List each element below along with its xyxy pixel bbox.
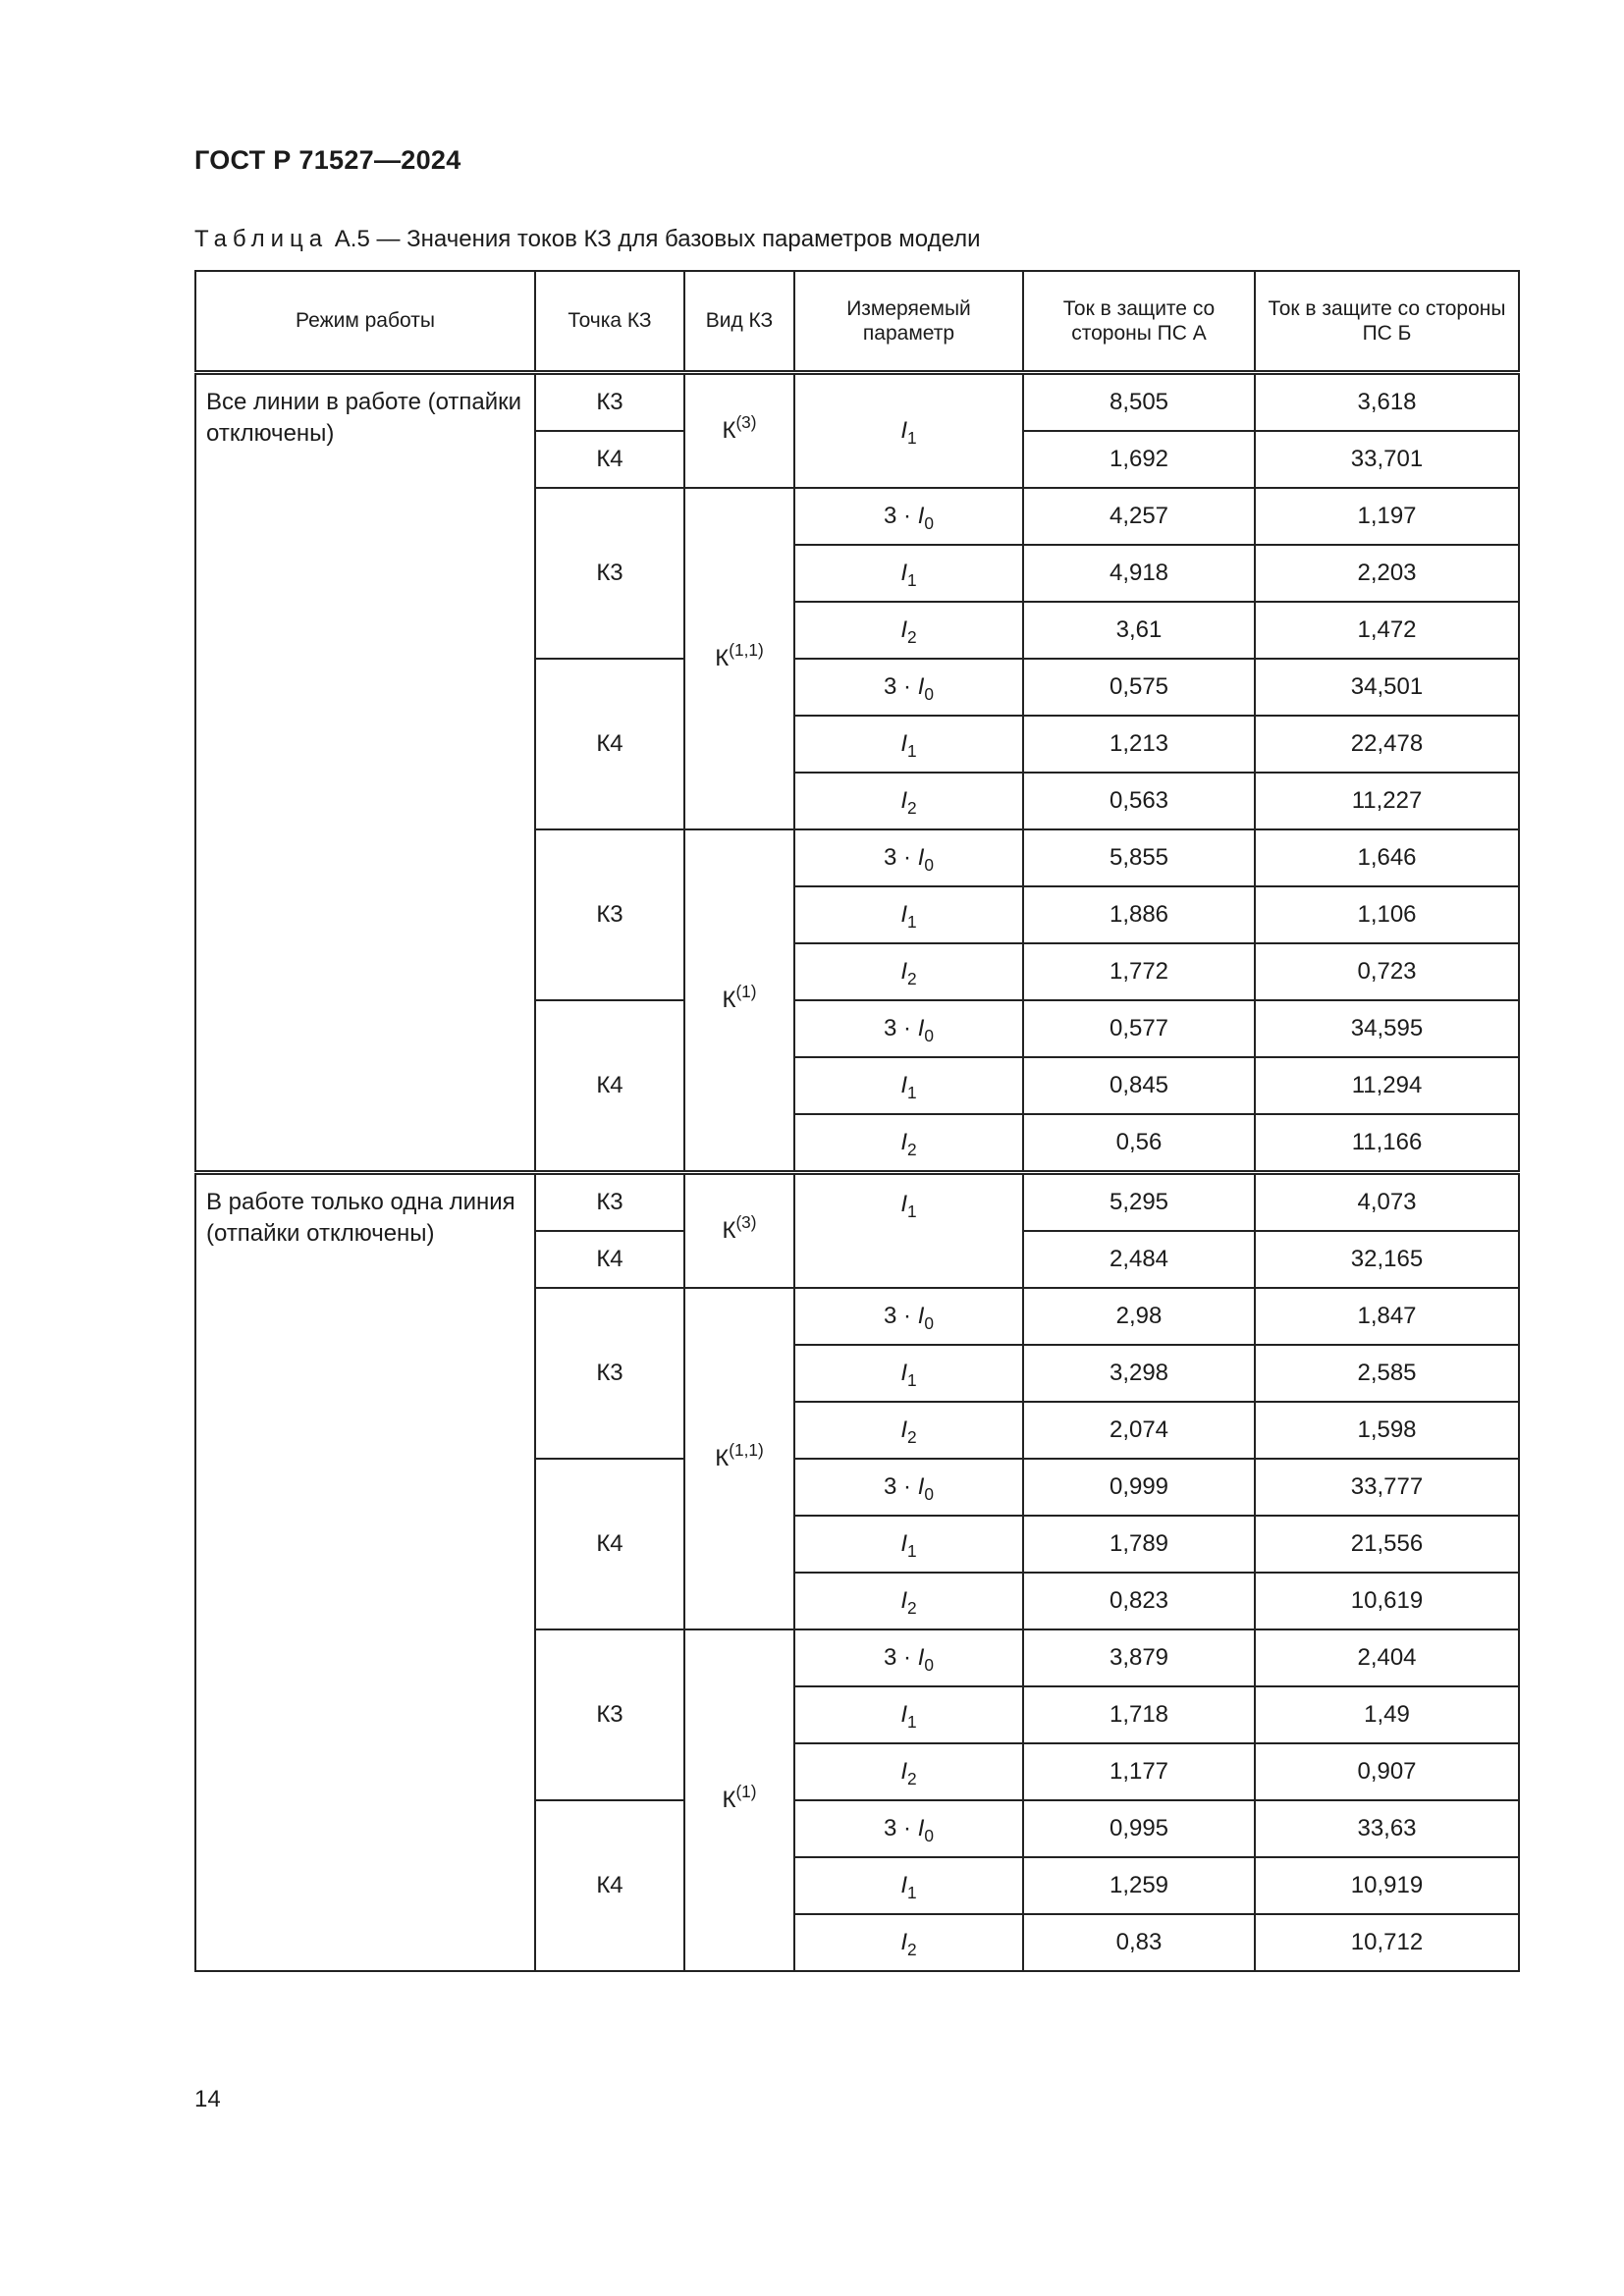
param-cell bbox=[794, 943, 1023, 1000]
current-b-cell: 3,618 bbox=[1255, 373, 1519, 432]
param-symbol: I bbox=[900, 957, 908, 985]
current-b-cell: 22,478 bbox=[1255, 716, 1519, 773]
point-cell: К4 bbox=[535, 659, 684, 829]
param-symbol: I bbox=[900, 1757, 908, 1785]
mode-cell: В работе только одна линия (отпайки отключены) bbox=[195, 1173, 535, 1972]
param-cell bbox=[794, 1914, 1023, 1971]
current-b-cell: 2,585 bbox=[1255, 1345, 1519, 1402]
current-a-cell: 1,789 bbox=[1023, 1516, 1255, 1573]
param-subscript: 0 bbox=[924, 683, 934, 704]
kind-superscript: (1,1) bbox=[729, 1440, 764, 1461]
current-a-cell: 0,845 bbox=[1023, 1057, 1255, 1114]
param-subscript: 2 bbox=[907, 1939, 917, 1959]
param-cell bbox=[794, 1114, 1023, 1173]
param-cell bbox=[794, 659, 1023, 716]
param-subscript: 1 bbox=[907, 911, 917, 932]
current-a-cell: 0,563 bbox=[1023, 773, 1255, 829]
kind-cell bbox=[684, 829, 794, 1173]
current-a-cell: 2,484 bbox=[1023, 1231, 1255, 1288]
current-b-cell: 2,404 bbox=[1255, 1629, 1519, 1686]
kind-superscript: (3) bbox=[735, 412, 757, 433]
current-a-cell: 1,177 bbox=[1023, 1743, 1255, 1800]
current-a-cell: 4,918 bbox=[1023, 545, 1255, 602]
current-a-cell: 1,718 bbox=[1023, 1686, 1255, 1743]
param-subscript: 0 bbox=[924, 1654, 934, 1675]
table-caption-label: Таблица bbox=[194, 226, 329, 252]
param-symbol: I bbox=[917, 1014, 925, 1041]
param-cell bbox=[794, 1057, 1023, 1114]
kind-cell bbox=[684, 488, 794, 829]
current-a-cell: 5,855 bbox=[1023, 829, 1255, 886]
current-b-cell: 1,106 bbox=[1255, 886, 1519, 943]
current-a-cell: 1,213 bbox=[1023, 716, 1255, 773]
param-symbol: I bbox=[900, 1871, 908, 1898]
point-cell: К4 bbox=[535, 431, 684, 488]
current-b-cell: 0,723 bbox=[1255, 943, 1519, 1000]
current-b-cell: 33,63 bbox=[1255, 1800, 1519, 1857]
current-b-cell: 2,203 bbox=[1255, 545, 1519, 602]
kind-letter: К bbox=[722, 1786, 736, 1813]
param-cell bbox=[794, 829, 1023, 886]
table-row bbox=[195, 1173, 1519, 1232]
current-a-cell: 3,61 bbox=[1023, 602, 1255, 659]
current-b-cell: 34,595 bbox=[1255, 1000, 1519, 1057]
param-symbol: I bbox=[900, 615, 908, 643]
kind-cell bbox=[684, 1629, 794, 1971]
param-cell bbox=[794, 1288, 1023, 1345]
param-cell bbox=[794, 773, 1023, 829]
kind-cell bbox=[684, 1288, 794, 1629]
param-subscript: 0 bbox=[924, 854, 934, 875]
header-current-a: Ток в защите со стороны ПС А bbox=[1023, 271, 1255, 373]
param-subscript: 2 bbox=[907, 1426, 917, 1447]
current-b-cell: 21,556 bbox=[1255, 1516, 1519, 1573]
param-symbol: I bbox=[917, 672, 925, 700]
header-kind: Вид КЗ bbox=[684, 271, 794, 373]
current-a-cell: 2,98 bbox=[1023, 1288, 1255, 1345]
param-cell bbox=[794, 545, 1023, 602]
current-a-cell: 1,772 bbox=[1023, 943, 1255, 1000]
param-subscript: 2 bbox=[907, 626, 917, 647]
param-subscript: 0 bbox=[924, 1312, 934, 1333]
current-a-cell: 3,879 bbox=[1023, 1629, 1255, 1686]
current-b-cell: 33,701 bbox=[1255, 431, 1519, 488]
current-a-cell: 1,692 bbox=[1023, 431, 1255, 488]
current-a-cell: 5,295 bbox=[1023, 1173, 1255, 1232]
point-cell: К4 bbox=[535, 1000, 684, 1173]
table-row bbox=[195, 373, 1519, 432]
current-b-cell: 11,166 bbox=[1255, 1114, 1519, 1173]
current-b-cell: 1,598 bbox=[1255, 1402, 1519, 1459]
header-mode: Режим работы bbox=[195, 271, 535, 373]
param-subscript: 0 bbox=[924, 1825, 934, 1845]
param-symbol: I bbox=[900, 729, 908, 757]
param-subscript: 2 bbox=[907, 968, 917, 988]
param-symbol: I bbox=[900, 1359, 908, 1386]
kind-cell bbox=[684, 373, 794, 489]
param-subscript: 1 bbox=[907, 1882, 917, 1902]
current-a-cell: 0,83 bbox=[1023, 1914, 1255, 1971]
current-b-cell: 1,49 bbox=[1255, 1686, 1519, 1743]
param-cell bbox=[794, 1629, 1023, 1686]
current-a-cell: 0,823 bbox=[1023, 1573, 1255, 1629]
current-b-cell: 11,294 bbox=[1255, 1057, 1519, 1114]
kind-letter: К bbox=[715, 644, 730, 671]
param-cell bbox=[794, 1000, 1023, 1057]
param-cell bbox=[794, 1173, 1023, 1289]
kind-superscript: (1) bbox=[735, 982, 757, 1002]
param-cell bbox=[794, 716, 1023, 773]
point-cell: К3 bbox=[535, 1629, 684, 1800]
header-current-b: Ток в защите со стороны ПС Б bbox=[1255, 271, 1519, 373]
current-b-cell: 33,777 bbox=[1255, 1459, 1519, 1516]
current-a-cell: 3,298 bbox=[1023, 1345, 1255, 1402]
current-b-cell: 1,197 bbox=[1255, 488, 1519, 545]
param-symbol: I bbox=[900, 416, 908, 444]
current-a-cell: 0,575 bbox=[1023, 659, 1255, 716]
param-subscript: 1 bbox=[907, 1711, 917, 1732]
header-param: Измеряемый параметр bbox=[794, 271, 1023, 373]
param-symbol: I bbox=[900, 1415, 908, 1443]
param-symbol: I bbox=[900, 1191, 908, 1217]
current-a-cell: 0,56 bbox=[1023, 1114, 1255, 1173]
current-b-cell: 11,227 bbox=[1255, 773, 1519, 829]
param-subscript: 2 bbox=[907, 1139, 917, 1159]
param-subscript: 1 bbox=[907, 1082, 917, 1102]
current-b-cell: 10,712 bbox=[1255, 1914, 1519, 1971]
param-subscript: 2 bbox=[907, 797, 917, 818]
current-b-cell: 32,165 bbox=[1255, 1231, 1519, 1288]
param-symbol: I bbox=[900, 1700, 908, 1728]
page-number: 14 bbox=[194, 2086, 221, 2112]
point-cell: К4 bbox=[535, 1459, 684, 1629]
param-subscript: 1 bbox=[907, 427, 917, 448]
point-cell: К4 bbox=[535, 1231, 684, 1288]
param-prefix: 3 · bbox=[884, 1472, 918, 1500]
param-symbol: I bbox=[900, 786, 908, 814]
param-prefix: 3 · bbox=[884, 843, 918, 871]
current-a-cell: 1,886 bbox=[1023, 886, 1255, 943]
point-cell: К3 bbox=[535, 829, 684, 1000]
param-symbol: I bbox=[900, 1928, 908, 1955]
param-prefix: 3 · bbox=[884, 1643, 918, 1671]
param-prefix: 3 · bbox=[884, 672, 918, 700]
current-b-cell: 0,907 bbox=[1255, 1743, 1519, 1800]
param-symbol: I bbox=[917, 1643, 925, 1671]
param-cell bbox=[794, 602, 1023, 659]
point-cell: К3 bbox=[535, 1173, 684, 1232]
kind-letter: К bbox=[722, 416, 736, 444]
current-b-cell: 10,619 bbox=[1255, 1573, 1519, 1629]
param-symbol: I bbox=[900, 1128, 908, 1155]
kind-superscript: (1) bbox=[735, 1782, 757, 1802]
mode-cell: Все линии в работе (отпайки отключены) bbox=[195, 373, 535, 1173]
kind-letter: К bbox=[722, 1216, 736, 1244]
param-cell bbox=[794, 1516, 1023, 1573]
param-subscript: 0 bbox=[924, 1483, 934, 1504]
kind-cell bbox=[684, 1173, 794, 1289]
param-cell bbox=[794, 1686, 1023, 1743]
param-subscript: 2 bbox=[907, 1768, 917, 1789]
current-a-cell: 0,995 bbox=[1023, 1800, 1255, 1857]
param-cell bbox=[794, 1573, 1023, 1629]
param-prefix: 3 · bbox=[884, 1014, 918, 1041]
param-symbol: I bbox=[917, 1814, 925, 1842]
param-symbol: I bbox=[917, 502, 925, 529]
param-cell bbox=[794, 1402, 1023, 1459]
param-symbol: I bbox=[900, 1529, 908, 1557]
param-cell bbox=[794, 1800, 1023, 1857]
current-a-cell: 0,577 bbox=[1023, 1000, 1255, 1057]
param-symbol: I bbox=[900, 1586, 908, 1614]
param-symbol: I bbox=[917, 1472, 925, 1500]
param-subscript: 0 bbox=[924, 1025, 934, 1045]
param-symbol: I bbox=[917, 1302, 925, 1329]
point-cell: К3 bbox=[535, 1288, 684, 1459]
param-cell bbox=[794, 1857, 1023, 1914]
param-cell bbox=[794, 1743, 1023, 1800]
param-symbol: I bbox=[900, 1071, 908, 1098]
kind-letter: К bbox=[722, 986, 736, 1013]
param-prefix: 3 · bbox=[884, 1302, 918, 1329]
param-subscript: 1 bbox=[907, 1201, 917, 1222]
document-header: ГОСТ Р 71527—2024 bbox=[194, 145, 461, 175]
current-b-cell: 4,073 bbox=[1255, 1173, 1519, 1232]
current-a-cell: 8,505 bbox=[1023, 373, 1255, 432]
table-caption-text: А.5 — Значения токов КЗ для базовых параметров модели bbox=[334, 226, 981, 252]
current-a-cell: 4,257 bbox=[1023, 488, 1255, 545]
current-b-cell: 1,646 bbox=[1255, 829, 1519, 886]
param-subscript: 0 bbox=[924, 512, 934, 533]
point-cell: К3 bbox=[535, 373, 684, 432]
param-prefix: 3 · bbox=[884, 1814, 918, 1842]
current-a-cell: 1,259 bbox=[1023, 1857, 1255, 1914]
param-cell bbox=[794, 373, 1023, 489]
current-b-cell: 1,472 bbox=[1255, 602, 1519, 659]
param-subscript: 2 bbox=[907, 1597, 917, 1618]
point-cell: К4 bbox=[535, 1800, 684, 1971]
table-body bbox=[195, 373, 1519, 1972]
param-subscript: 1 bbox=[907, 1540, 917, 1561]
kind-superscript: (1,1) bbox=[729, 640, 764, 661]
param-subscript: 1 bbox=[907, 740, 917, 761]
param-cell bbox=[794, 886, 1023, 943]
param-subscript: 1 bbox=[907, 569, 917, 590]
current-a-cell: 0,999 bbox=[1023, 1459, 1255, 1516]
current-b-cell: 10,919 bbox=[1255, 1857, 1519, 1914]
param-symbol: I bbox=[900, 559, 908, 586]
table-header-row bbox=[195, 271, 1519, 373]
point-cell: К3 bbox=[535, 488, 684, 659]
current-a-cell: 2,074 bbox=[1023, 1402, 1255, 1459]
table-caption bbox=[194, 226, 981, 253]
param-cell bbox=[794, 1345, 1023, 1402]
param-cell bbox=[794, 488, 1023, 545]
param-symbol: I bbox=[917, 843, 925, 871]
param-prefix: 3 · bbox=[884, 502, 918, 529]
param-subscript: 1 bbox=[907, 1369, 917, 1390]
param-symbol: I bbox=[900, 900, 908, 928]
header-point: Точка КЗ bbox=[535, 271, 684, 373]
currents-table bbox=[194, 270, 1520, 1972]
kind-letter: К bbox=[715, 1444, 730, 1471]
current-b-cell: 34,501 bbox=[1255, 659, 1519, 716]
param-cell bbox=[794, 1459, 1023, 1516]
current-b-cell: 1,847 bbox=[1255, 1288, 1519, 1345]
kind-superscript: (3) bbox=[735, 1212, 757, 1233]
